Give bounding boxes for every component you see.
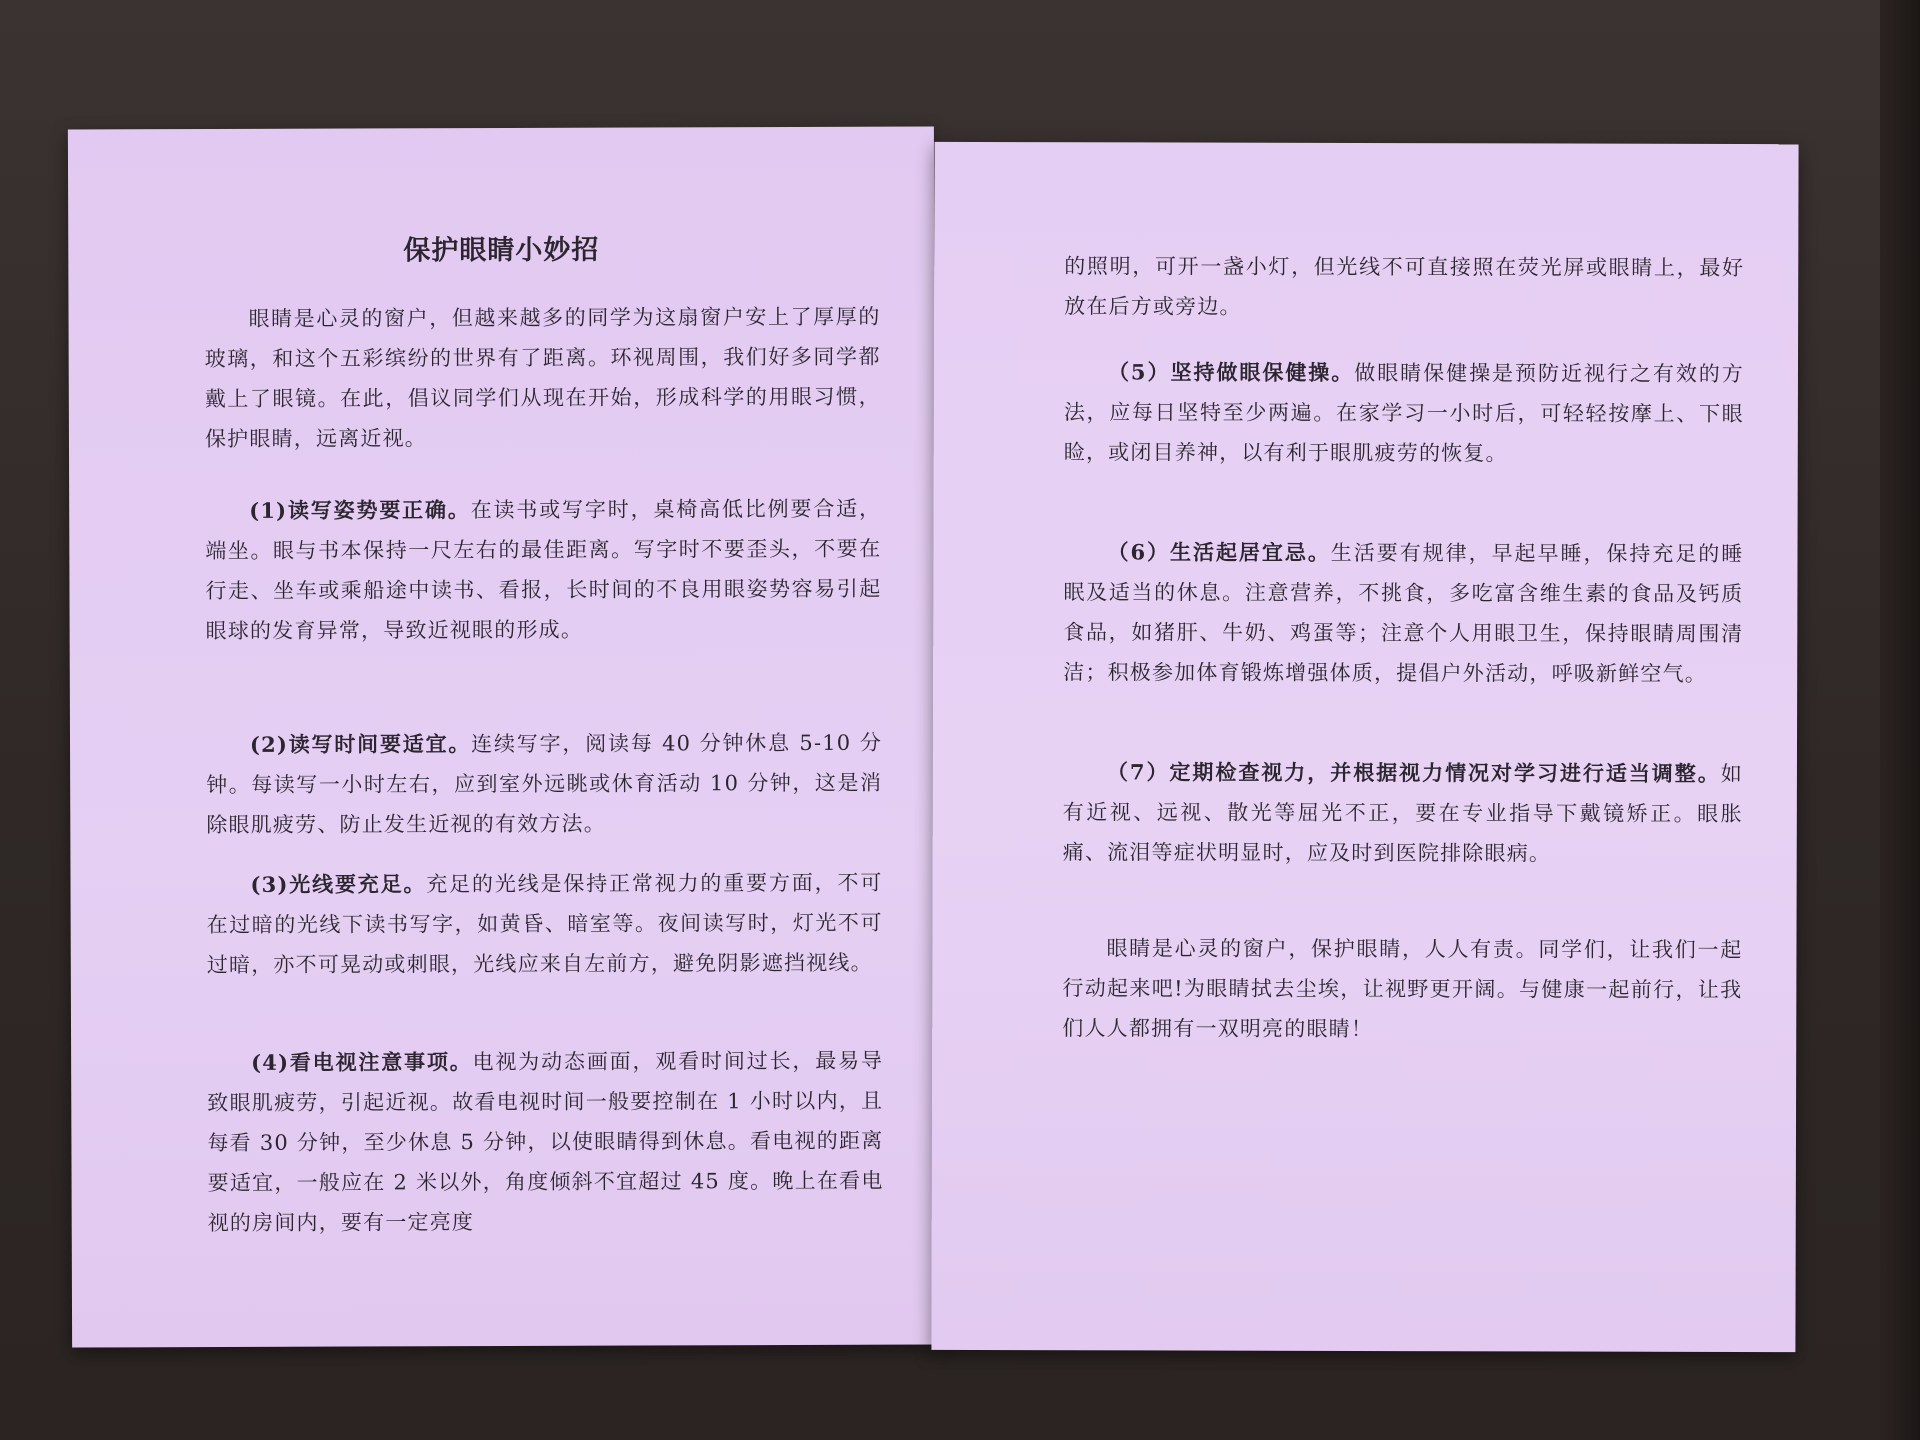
tip-7-paragraph	[1063, 752, 1743, 874]
tip-6-body: 生活要有规律，早起早睡，保持充足的睡眠及适当的休息。注意营养，不挑食，多吃富含维生素的食品及钙质食品，如猪肝、牛奶、鸡蛋等；注意个人用眼卫生，保持眼睛周围清洁；积极参加体育锻炼增强体质，提倡户外活动，呼吸新鲜空气。	[1063, 540, 1744, 686]
tip-7-body: 如有近视、远视、散光等屈光不正，要在专业指导下戴镜矫正。眼胀痛、流泪等症状明显时，应及时到医院排除眼病。	[1062, 761, 1743, 866]
tip-2-body: 连续写字，阅读每 40 分钟休息 5-10 分钟。每读写一小时左右，应到室外远眺或休育活动 10 分钟，这是消除眼肌疲劳、防止发生近视的有效方法。	[206, 730, 883, 838]
tip-4-paragraph	[207, 1041, 884, 1243]
intro-paragraph: 眼睛是心灵的窗户，但越来越多的同学为这扇窗户安上了厚厚的玻璃，和这个五彩缤纷的世界有了距离。环视周围，我们好多同学都戴上了眼镜。在此，倡议同学们从现在开始，形成科学的用眼习惯，保护眼睛，远离近视。	[204, 304, 881, 452]
tip-5-heading: （5）坚持做眼保健操。	[1107, 359, 1355, 385]
continuation-paragraph: 的照明，可开一盏小灯，但光线不可直接照在荧光屏或眼睛上，最好放在后方或旁边。	[1064, 254, 1745, 319]
tip-4-heading: (4)看电视注意事项。	[251, 1049, 473, 1075]
tip-3-heading: (3)光线要充足。	[250, 871, 427, 897]
table-edge	[1880, 0, 1920, 1440]
tip-4-body: 电视为动态画面，观看时间过长，最易导致眼肌疲劳，引起近视。故看电视时间一般要控制在 1 小时以内，且每看 30 分钟，至少休息 5 分钟，以使眼睛得到休息。看电视的距离要适宜，一般应在 2 米以外，角度倾斜不宜超过 45 度。晚上在看电视的房间内，要有一定亮度	[207, 1048, 884, 1236]
tip-1-paragraph	[205, 489, 882, 651]
closing-paragraph: 眼睛是心灵的窗户，保护眼睛，人人有责。同学们，让我们一起行动起来吧!为眼睛拭去尘埃，让视野更开阔。与健康一起前行，让我们人人都拥有一双明亮的眼睛！	[1062, 936, 1743, 1042]
tip-6-paragraph	[1063, 532, 1743, 694]
tip-5-paragraph	[1064, 352, 1744, 474]
left-page	[68, 126, 938, 1347]
tip-3-paragraph	[206, 863, 882, 985]
document-title: 保护眼睛小妙招	[403, 234, 600, 267]
tip-1-heading: (1)读写姿势要正确。	[249, 497, 471, 523]
tip-3-body: 充足的光线是保持正常视力的重要方面，不可在过暗的光线下读书写字，如黄昏、暗室等。夜间读写时，灯光不可过暗，亦不可晃动或刺眼，光线应来自左前方，避免阴影遮挡视线。	[206, 870, 883, 978]
right-page	[931, 142, 1798, 1352]
tip-1-body: 在读书或写字时，桌椅高低比例要合适，端坐。眼与书本保持一尺左右的最佳距离。写字时不要歪头，不要在行走、坐车或乘船途中读书、看报，长时间的不良用眼姿势容易引起眼球的发育异常，导致近视眼的形成。	[205, 496, 882, 644]
tip-7-heading: （7）定期检查视力，并根据视力情况对学习进行适当调整。	[1106, 759, 1721, 786]
tip-2-paragraph	[206, 723, 882, 845]
tip-2-heading: (2)读写时间要适宜。	[249, 731, 472, 757]
tip-6-heading: （6）生活起居宜忌。	[1107, 539, 1331, 565]
tip-5-body: 做眼睛保健操是预防近视行之有效的方法，应每日坚特至少两遍。在家学习一小时后，可轻轻按摩上、下眼睑，或闭目养神，以有利于眼肌疲劳的恢复。	[1063, 360, 1745, 466]
